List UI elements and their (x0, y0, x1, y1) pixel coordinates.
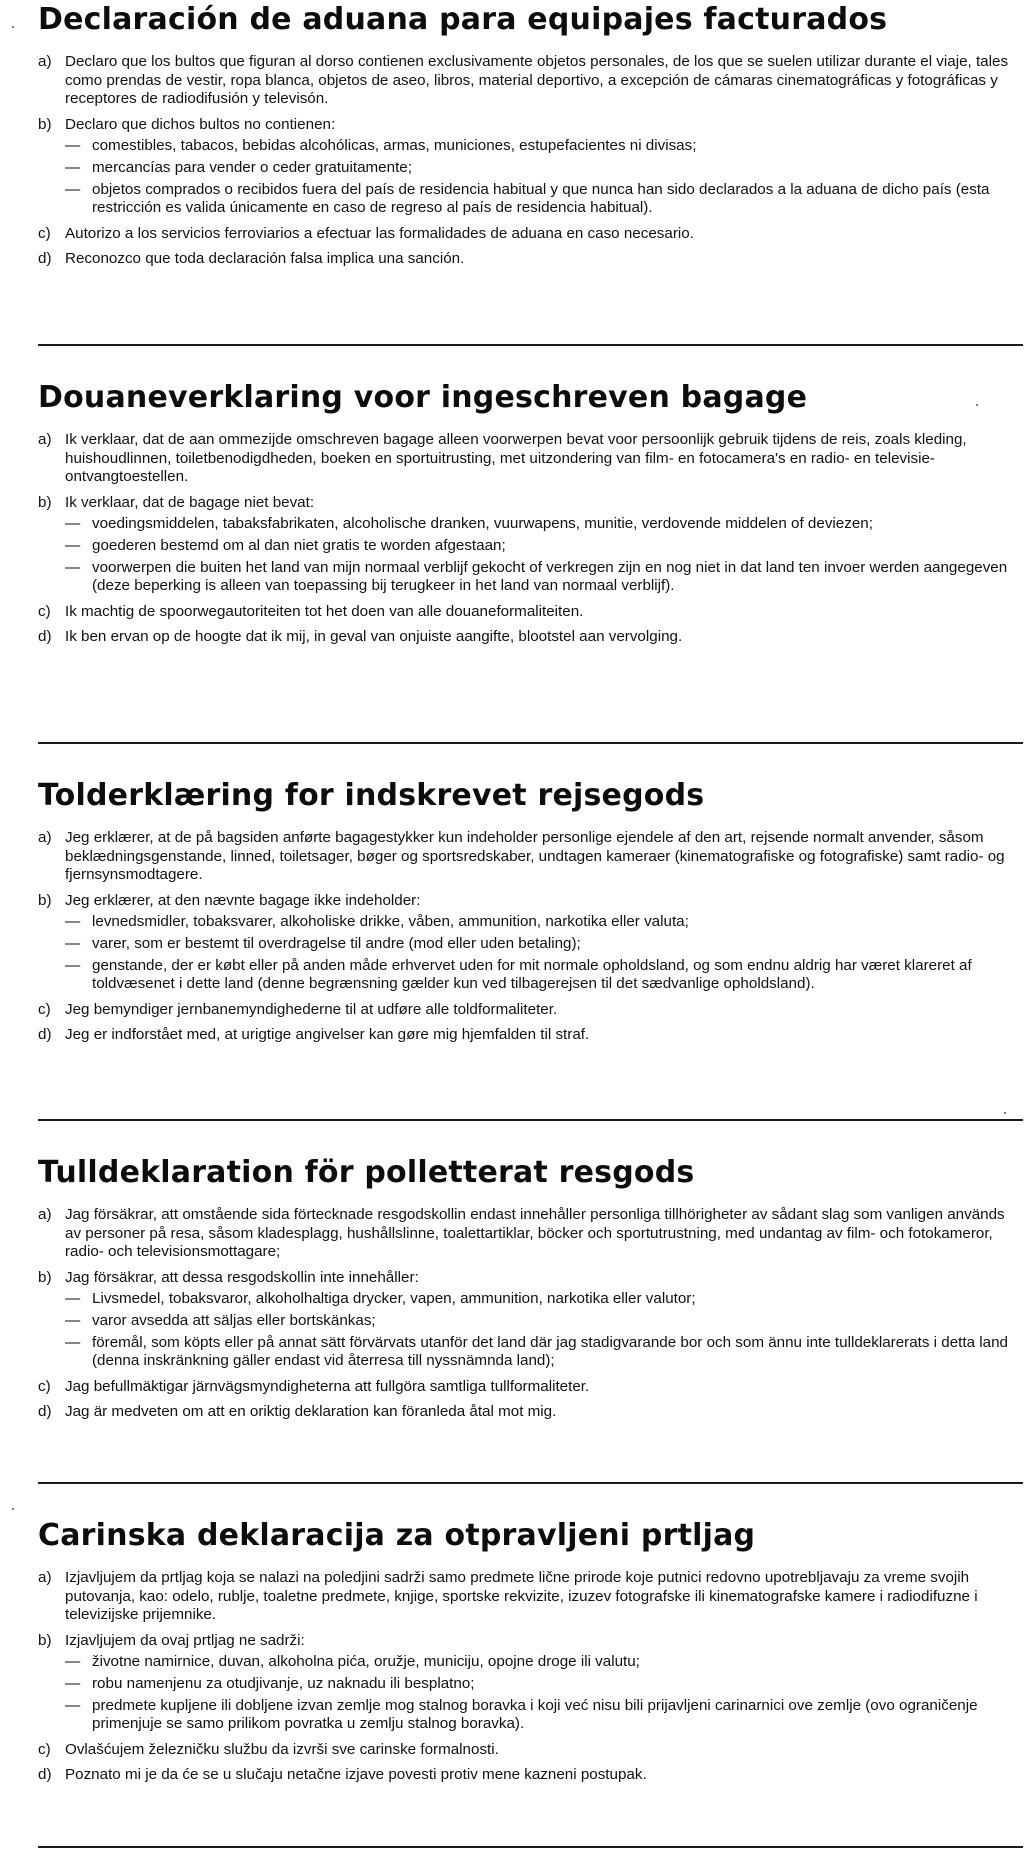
sub-text: mercancías para vender o ceder gratuitamente; (92, 158, 412, 176)
item-letter: a) (38, 53, 52, 70)
section-divider (38, 1119, 1023, 1121)
item-text: Jag försäkrar, att omstående sida förtecknade resgodskollin endast innehåller personliga tillhörigheter av sådant slag som vanligen används av personer på resa, såsom kladesplagg, hushållslinne, toalettartiklar, böcker och sportutrustning, med undantag av film- och fotokameror, radio- och televisionsmottagare; (65, 1206, 1005, 1261)
section-divider (38, 742, 1023, 744)
item-letter: b) (38, 115, 52, 133)
prohibited-item (65, 537, 1023, 556)
declaration-item-a (38, 1569, 1023, 1625)
item-letter: a) (38, 1206, 52, 1223)
item-letter: c) (38, 1377, 51, 1395)
declaration-item-a (38, 53, 1023, 109)
item-letter: c) (38, 1740, 51, 1758)
dash-bullet: — (65, 137, 81, 155)
section-dutch (38, 380, 1023, 647)
item-text: Jag försäkrar, att dessa resgodskollin inte innehåller: (65, 1268, 419, 1286)
declaration-item-b (38, 494, 1023, 596)
declaration-list (38, 53, 1023, 269)
dash-bullet: — (65, 558, 81, 576)
sub-text: voedingsmiddelen, tabaksfabrikaten, alcoholische dranken, vuurwapens, munitie, verdovende middelen of deviezen; (92, 515, 873, 533)
item-letter: c) (38, 224, 51, 242)
section-title: Douaneverklaring voor ingeschreven bagage (38, 380, 808, 415)
prohibited-item (65, 181, 1023, 218)
prohibited-item (65, 1697, 1023, 1734)
item-text: Declaro que los bultos que figuran al dorso contienen exclusivamente objetos personales, de los que se suelen utilizar durante el viaje, tales como prendas de vestir, ropa blanca, objetos de aseo, libros, material deportivo, a excepción de cámaras cinematográficas y fotográficas y receptores de radiodifusión y televisón. (65, 53, 1009, 108)
item-letter: a) (38, 431, 52, 448)
sub-text: Livsmedel, tobaksvaror, alkoholhaltiga drycker, vapen, ammunition, narkotika eller valutor; (92, 1290, 696, 1308)
item-letter: a) (38, 829, 52, 846)
item-text: Ik verklaar, dat de aan ommezijde omschreven bagage alleen voorwerpen bevat voor persoonlijk gebruik tijdens de reis, zoals kleding, huishoudlinnen, toiletbenodigdheden, boeken en sportuitrusting, met uitzondering van film- en fotocamera's en radio- en televisie-ontvangtoestellen. (65, 431, 967, 486)
item-letter: d) (38, 1403, 52, 1421)
item-text: Ik verklaar, dat de bagage niet bevat: (65, 493, 315, 511)
section-title: Declaración de aduana para equipajes facturados (38, 2, 888, 37)
prohibited-item (65, 1334, 1023, 1371)
prohibited-item (65, 935, 1023, 954)
item-letter: b) (38, 891, 52, 909)
declaration-item-c (38, 1378, 1023, 1397)
prohibited-item (65, 559, 1023, 596)
prohibited-items-list (65, 137, 1023, 217)
item-text: Ik ben ervan op de hoogte dat ik mij, in geval van onjuiste aangifte, blootstel aan vervolging. (65, 628, 683, 646)
dash-bullet: — (65, 956, 81, 974)
declaration-item-b (38, 1269, 1023, 1371)
sub-text: predmete kupljene ili dobljene izvan zemlje mog stalnog boravka i koji već nisu bili prijavljeni carinarnici ove zemlje (ovo ograničenje primenjuje se samo prilikom povratka u zemlju stalnog boravka). (92, 1696, 978, 1733)
declaration-item-c (38, 603, 1023, 622)
dash-bullet: — (65, 1653, 81, 1671)
section-divider (38, 344, 1023, 346)
section-danish (38, 778, 1023, 1045)
item-text: Declaro que dichos bultos no contienen: (65, 115, 336, 133)
scan-speck (12, 26, 14, 28)
item-text: Jag befullmäktigar järnvägsmyndigheterna att fullgöra samtliga tullformaliteter. (65, 1377, 590, 1395)
declaration-item-d (38, 628, 1023, 647)
prohibited-items-list (65, 913, 1023, 993)
declaration-item-c (38, 1001, 1023, 1020)
item-letter: c) (38, 1000, 51, 1018)
dash-bullet: — (65, 934, 81, 952)
sub-text: genstande, der er købt eller på anden måde erhvervet uden for mit normale opholdsland, og som endnu aldrig har været klareret af toldvæsenet i dette land (denne begrænsning gælder kun ved tilbagerejsen til det sædvanlige opholdsland). (92, 956, 972, 993)
item-text: Izjavljujem da ovaj prtljag ne sadrži: (65, 1631, 305, 1649)
scan-speck (976, 404, 978, 406)
item-text: Jeg er indforstået med, at urigtige angivelser kan gøre mig hjemfalden til straf. (65, 1026, 590, 1044)
sub-text: voorwerpen die buiten het land van mijn normaal verblijf gekocht of verkregen zijn en nog niet in dat land ten invoer werden aangegeven (deze beperking is alleen van toepassing bij terugkeer in het land van normaal verblijf). (92, 558, 1008, 595)
item-letter: c) (38, 602, 51, 620)
declaration-item-a (38, 431, 1023, 487)
declaration-item-c (38, 225, 1023, 244)
declaration-item-a (38, 1206, 1023, 1262)
dash-bullet: — (65, 180, 81, 198)
dash-bullet: — (65, 1290, 81, 1308)
prohibited-item (65, 913, 1023, 932)
item-text: Jag är medveten om att en oriktig deklaration kan föranleda åtal mot mig. (65, 1403, 557, 1421)
item-letter: d) (38, 250, 52, 268)
prohibited-item (65, 159, 1023, 178)
section-title: Tulldeklaration för polletterat resgods (38, 1155, 695, 1190)
item-letter: b) (38, 1268, 52, 1286)
prohibited-item (65, 1312, 1023, 1331)
item-text: Jeg bemyndiger jernbanemyndighederne til at udføre alle toldformaliteter. (65, 1000, 558, 1018)
section-title: Carinska deklaracija za otpravljeni prtljag (38, 1518, 756, 1553)
item-letter: d) (38, 1026, 52, 1044)
section-serbo-croatian (38, 1518, 1023, 1785)
declaration-item-d (38, 1403, 1023, 1422)
item-text: Ovlašćujem železničku službu da izvrši sve carinske formalnosti. (65, 1740, 499, 1758)
item-text: Reconozco que toda declaración falsa implica una sanción. (65, 250, 465, 268)
item-letter: d) (38, 1766, 52, 1784)
prohibited-items-list (65, 515, 1023, 595)
scan-speck (12, 1508, 14, 1510)
section-divider (38, 1846, 1023, 1848)
section-divider (38, 1482, 1023, 1484)
section-title: Tolderklæring for indskrevet rejsegods (38, 778, 705, 813)
declaration-item-b (38, 116, 1023, 218)
declaration-item-a (38, 829, 1023, 885)
prohibited-items-list (65, 1653, 1023, 1733)
item-letter: d) (38, 628, 52, 646)
item-text: Jeg erklærer, at de på bagsiden anførte bagagestykker kun indeholder personlige ejendele af den art, rejsende normalt anvender, såsom beklædningsgenstande, linned, toiletsager, bøger og sportsredskaber, undtagen kameraer (kinematografiske og fotografiske) samt radio- og fjernsynsmodtagere. (65, 829, 1005, 884)
sub-text: levnedsmidler, tobaksvarer, alkoholiske drikke, våben, ammunition, narkotika eller valuta; (92, 913, 689, 931)
section-spanish (38, 2, 1023, 269)
sub-text: varer, som er bestemt til overdragelse til andre (mod eller uden betaling); (92, 934, 581, 952)
dash-bullet: — (65, 913, 81, 931)
dash-bullet: — (65, 515, 81, 533)
item-text: Poznato mi je da će se u slučaju netačne izjave povesti protiv mene kazneni postupak. (65, 1766, 647, 1784)
prohibited-item (65, 957, 1023, 994)
prohibited-item (65, 515, 1023, 534)
declaration-item-c (38, 1741, 1023, 1760)
prohibited-item (65, 1653, 1023, 1672)
item-letter: b) (38, 493, 52, 511)
prohibited-item (65, 137, 1023, 156)
dash-bullet: — (65, 1674, 81, 1692)
declaration-item-d (38, 1026, 1023, 1045)
dash-bullet: — (65, 1333, 81, 1351)
sub-text: životne namirnice, duvan, alkoholna pića, oružje, municiju, opojne droge ili valutu; (92, 1653, 640, 1671)
declaration-item-b (38, 892, 1023, 994)
sub-text: objetos comprados o recibidos fuera del país de residencia habitual y que nunca han sido declarados a la aduana de dicho país (esta restricción es valida únicamente en caso de regreso al país de residencia habitual). (92, 180, 990, 217)
dash-bullet: — (65, 1696, 81, 1714)
declaration-list (38, 1569, 1023, 1785)
item-text: Izjavljujem da prtljag koja se nalazi na poledjini sadrži samo predmete lične prirode koje putnici redovno upotrebljavaju za vreme svojih putovanja, kao: odelo, rublje, toaletne predmete, knjige, sportske rekvizite, izuzev fotografske ili kinematografske kamere i radiodifuzne i televizijske prijemnike. (65, 1569, 978, 1624)
item-text: Ik machtig de spoorwegautoriteiten tot het doen van alle douaneformaliteiten. (65, 602, 584, 620)
dash-bullet: — (65, 536, 81, 554)
sub-text: goederen bestemd om al dan niet gratis te worden afgestaan; (92, 536, 506, 554)
dash-bullet: — (65, 1311, 81, 1329)
section-swedish (38, 1155, 1023, 1422)
scan-speck (1004, 1112, 1006, 1114)
prohibited-items-list (65, 1290, 1023, 1370)
declaration-list (38, 829, 1023, 1045)
declaration-list (38, 431, 1023, 647)
item-text: Jeg erklærer, at den nævnte bagage ikke indeholder: (65, 891, 421, 909)
sub-text: föremål, som köpts eller på annat sätt förvärvats utanför det land där jag stadigvarande bor och som ännu inte tulldeklarerats i detta land (denna inskränkning gäller endast vid återresa till nyssnämnda land); (92, 1333, 1008, 1370)
sub-text: varor avsedda att säljas eller bortskänkas; (92, 1311, 376, 1329)
item-letter: a) (38, 1569, 52, 1586)
item-letter: b) (38, 1631, 52, 1649)
prohibited-item (65, 1290, 1023, 1309)
sub-text: comestibles, tabacos, bebidas alcohólicas, armas, municiones, estupefacientes ni divisas; (92, 137, 697, 155)
declaration-item-d (38, 1766, 1023, 1785)
declaration-item-d (38, 250, 1023, 269)
dash-bullet: — (65, 158, 81, 176)
sub-text: robu namenjenu za otudjivanje, uz naknadu ili besplatno; (92, 1674, 475, 1692)
declaration-item-b (38, 1632, 1023, 1734)
item-text: Autorizo a los servicios ferroviarios a efectuar las formalidades de aduana en caso necesario. (65, 224, 694, 242)
prohibited-item (65, 1675, 1023, 1694)
declaration-list (38, 1206, 1023, 1422)
